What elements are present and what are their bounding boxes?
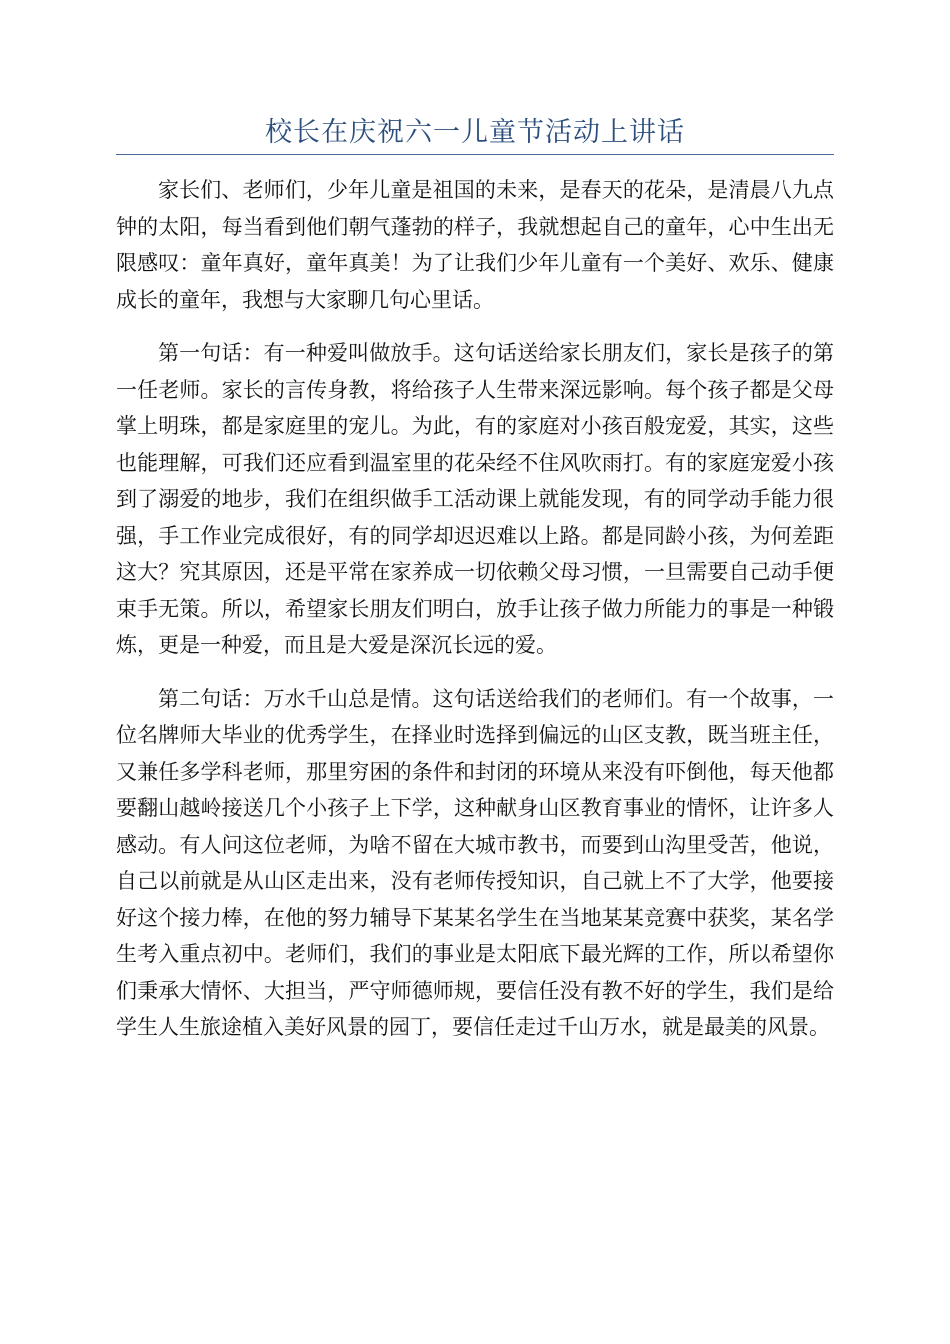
title-underline <box>116 154 834 155</box>
paragraph-intro: 家长们、老师们，少年儿童是祖国的未来，是春天的花朵，是清晨八九点钟的太阳，每当看到他们朝气蓬勃的样子，我就想起自己的童年，心中生出无限感叹：童年真好，童年真美！为了让我们少年儿童有一个美好、欢乐、健康成长的童年，我想与大家聊几句心里话。 <box>116 178 834 312</box>
document-body <box>116 172 834 1063</box>
paragraph-first-point: 第一句话：有一种爱叫做放手。这句话送给家长朋友们，家长是孩子的第一任老师。家长的言传身教，将给孩子人生带来深远影响。每个孩子都是父母掌上明珠，都是家庭里的宠儿。为此，有的家庭对小孩百般宠爱，其实，这些也能理解，可我们还应看到温室里的花朵经不住风吹雨打。有的家庭宠爱小孩到了溺爱的地步，我们在组织做手工活动课上就能发现，有的同学动手能力很强，手工作业完成很好，有的同学却迟迟难以上路。都是同龄小孩，为何差距这大？究其原因，还是平常在家养成一切依赖父母习惯，一旦需要自己动手便束手无策。所以，希望家长朋友们明白，放手让孩子做力所能力的事是一种锻炼，更是一种爱，而且是大爱是深沉长远的爱。 <box>116 341 834 657</box>
paragraph-second-point: 第二句话：万水千山总是情。这句话送给我们的老师们。有一个故事，一位名牌师大毕业的优秀学生，在择业时选择到偏远的山区支教，既当班主任，又兼任多学科老师，那里穷困的条件和封闭的环境从来没有吓倒他，每天他都要翻山越岭接送几个小孩子上下学，这种献身山区教育事业的情怀，让许多人感动。有人问这位老师，为啥不留在大城市教书，而要到山沟里受苦，他说，自己以前就是从山区走出来，没有老师传授知识，自己就上不了大学，他要接好这个接力棒，在他的努力辅导下某某名学生在当地某某竞赛中获奖，某名学生考入重点初中。老师们，我们的事业是太阳底下最光辉的工作，所以希望你们秉承大情怀、大担当，严守师德师规，要信任没有教不好的学生，我们是给学生人生旅途植入美好风景的园丁，要信任走过千山万水，就是最美的风景。 <box>116 686 834 1039</box>
document-title: 校长在庆祝六一儿童节活动上讲话 <box>265 117 685 148</box>
